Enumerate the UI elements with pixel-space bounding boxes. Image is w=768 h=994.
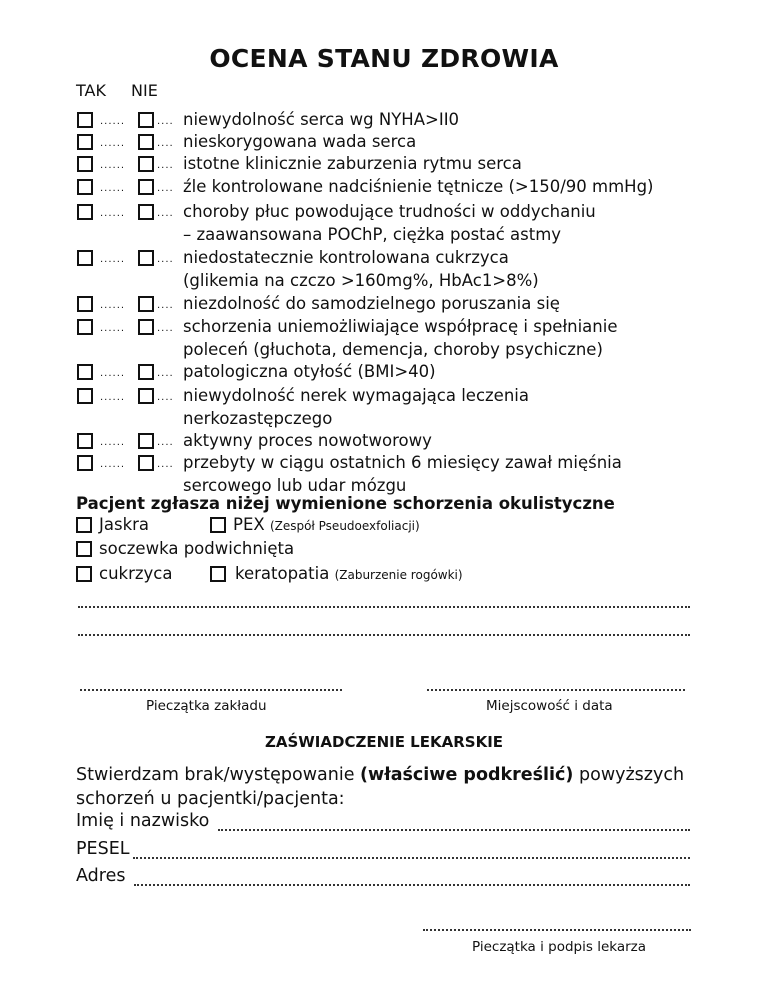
pex-text: PEX <box>233 515 265 534</box>
checkbox-nie[interactable] <box>138 319 154 335</box>
condition-text: niedostatecznie kontrolowana cukrzyca <box>183 248 509 267</box>
leader-dots: ...... <box>100 208 126 219</box>
checkbox-tak[interactable] <box>77 250 93 266</box>
statement-text-after: powyższych schorzeń u pacjentki/pacjenta: <box>76 765 685 809</box>
checkbox-tak[interactable] <box>77 364 93 380</box>
checkbox-cukrzyca[interactable] <box>76 566 92 582</box>
place-date-label: Miejscowość i data <box>486 698 613 714</box>
checkbox-nie[interactable] <box>138 112 154 128</box>
checkbox-nie[interactable] <box>138 204 154 220</box>
checkbox-pex[interactable] <box>210 517 226 533</box>
checkbox-tak[interactable] <box>77 388 93 404</box>
leader-dots: ...... <box>100 254 126 265</box>
checkbox-nie[interactable] <box>138 364 154 380</box>
leader-dots: .... <box>157 459 174 470</box>
leader-dots: .... <box>157 368 174 379</box>
checkbox-tak[interactable] <box>77 433 93 449</box>
checkbox-keratopatia[interactable] <box>210 566 226 582</box>
checkbox-nie[interactable] <box>138 433 154 449</box>
leader-dots: .... <box>157 392 174 403</box>
checkbox-tak[interactable] <box>77 455 93 471</box>
keratopatia-note: (Zaburzenie rogówki) <box>334 568 463 582</box>
condition-text: niezdolność do samodzielnego poruszania się <box>183 294 560 313</box>
leader-dots: ...... <box>100 368 126 379</box>
doctor-signature-line[interactable] <box>423 929 691 931</box>
name-field[interactable] <box>218 829 690 831</box>
condition-text: – zaawansowana POChP, ciężka postać astmy <box>183 225 562 244</box>
label-soczewka: soczewka podwichnięta <box>99 539 295 558</box>
label-cukrzyca: cukrzyca <box>99 564 173 583</box>
statement-text-before: Stwierdzam brak/występowanie <box>76 765 361 785</box>
checkbox-jaskra[interactable] <box>76 517 92 533</box>
leader-dots: ...... <box>100 459 126 470</box>
condition-text: istotne klinicznie zaburzenia rytmu serca <box>183 154 522 173</box>
keratopatia-text: keratopatia <box>235 564 330 583</box>
condition-text: schorzenia uniemożliwiające współpracę i spełnianie <box>183 317 618 336</box>
leader-dots: .... <box>157 208 174 219</box>
condition-text: sercowego lub udar mózgu <box>183 476 407 495</box>
place-date-line[interactable] <box>427 689 685 691</box>
leader-dots: ...... <box>100 183 126 194</box>
address-field[interactable] <box>134 884 690 886</box>
checkbox-tak[interactable] <box>77 319 93 335</box>
certificate-title: ZAŚWIADCZENIE LEKARSKIE <box>264 733 504 751</box>
leader-dots: .... <box>157 183 174 194</box>
certificate-statement <box>76 763 696 811</box>
leader-dots: .... <box>157 437 174 448</box>
leader-dots: .... <box>157 300 174 311</box>
leader-dots: ...... <box>100 138 126 149</box>
checkbox-tak[interactable] <box>77 112 93 128</box>
column-header-nie: NIE <box>131 81 158 100</box>
checkbox-tak[interactable] <box>77 156 93 172</box>
checkbox-tak[interactable] <box>77 296 93 312</box>
name-label: Imię i nazwisko <box>76 811 210 831</box>
leader-dots: ...... <box>100 392 126 403</box>
checkbox-nie[interactable] <box>138 455 154 471</box>
eye-heading: Pacjent zgłasza niżej wymienione schorzenia okulistyczne <box>76 494 615 513</box>
condition-text: aktywny proces nowotworowy <box>183 431 432 450</box>
stamp-line[interactable] <box>80 689 342 691</box>
checkbox-nie[interactable] <box>138 250 154 266</box>
pex-note: (Zespół Pseudoexfoliacji) <box>269 519 420 533</box>
checkbox-tak[interactable] <box>77 204 93 220</box>
condition-text: poleceń (głuchota, demencja, choroby psychiczne) <box>183 340 603 359</box>
condition-text: niewydolność serca wg NYHA>II0 <box>183 110 460 129</box>
condition-text: źle kontrolowane nadciśnienie tętnicze (>150/90 mmHg) <box>183 177 654 196</box>
doctor-signature-label: Pieczątka i podpis lekarza <box>472 939 647 955</box>
leader-dots: ...... <box>100 116 126 127</box>
pesel-label: PESEL <box>76 839 130 859</box>
leader-dots: .... <box>157 160 174 171</box>
leader-dots: ...... <box>100 323 126 334</box>
leader-dots: .... <box>157 323 174 334</box>
label-jaskra: Jaskra <box>99 515 150 534</box>
leader-dots: .... <box>157 138 174 149</box>
stamp-label: Pieczątka zakładu <box>146 698 267 714</box>
label-pex <box>233 515 420 534</box>
leader-dots: .... <box>157 116 174 127</box>
condition-text: (glikemia na czczo >160mg%, HbAc1>8%) <box>183 271 539 290</box>
checkbox-tak[interactable] <box>77 179 93 195</box>
leader-dots: ...... <box>100 437 126 448</box>
leader-dots: ...... <box>100 300 126 311</box>
leader-dots: .... <box>157 254 174 265</box>
notes-line-1[interactable] <box>78 606 690 608</box>
checkbox-nie[interactable] <box>138 388 154 404</box>
condition-text: niewydolność nerek wymagająca leczenia <box>183 386 529 405</box>
condition-text: nieskorygowana wada serca <box>183 132 417 151</box>
notes-line-2[interactable] <box>78 634 690 636</box>
checkbox-tak[interactable] <box>77 134 93 150</box>
leader-dots: ...... <box>100 160 126 171</box>
checkbox-nie[interactable] <box>138 296 154 312</box>
pesel-field[interactable] <box>133 857 690 859</box>
condition-text: patologiczna otyłość (BMI>40) <box>183 362 436 381</box>
address-label: Adres <box>76 866 126 886</box>
condition-text: przebyty w ciągu ostatnich 6 miesięcy zawał mięśnia <box>183 453 622 472</box>
condition-text: choroby płuc powodujące trudności w oddychaniu <box>183 202 596 221</box>
checkbox-soczewka[interactable] <box>76 541 92 557</box>
condition-text: nerkozastępczego <box>183 409 333 428</box>
checkbox-nie[interactable] <box>138 156 154 172</box>
column-header-tak: TAK <box>76 81 106 100</box>
page-title: OCENA STANU ZDROWIA <box>209 44 559 73</box>
label-keratopatia <box>235 564 463 583</box>
statement-text-bold: (właściwe podkreślić) <box>360 765 574 785</box>
checkbox-nie[interactable] <box>138 134 154 150</box>
checkbox-nie[interactable] <box>138 179 154 195</box>
